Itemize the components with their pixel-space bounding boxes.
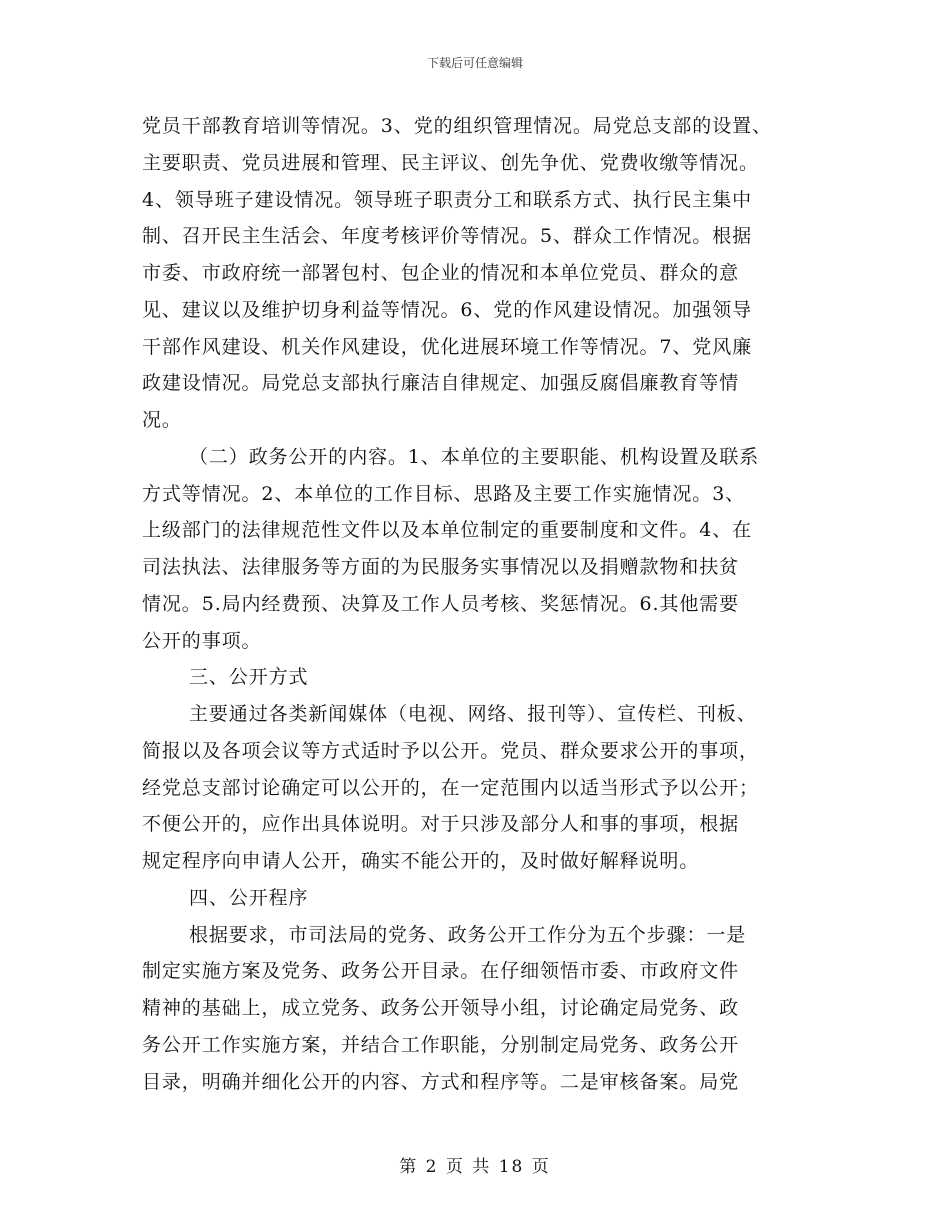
text-line: 上级部门的法律规范性文件以及本单位制定的重要制度和文件。4、在 <box>142 519 752 542</box>
text-line: 情况。5.局内经费预、决算及工作人员考核、奖惩情况。6.其他需要 <box>142 592 740 615</box>
text-line: 4、领导班子建设情况。领导班子职责分工和联系方式、执行民主集中 <box>142 188 752 211</box>
header-note: 下载后可任意编辑 <box>426 56 523 70</box>
text-line: 主要通过各类新闻媒体（电视、网络、报刊等）、宣传栏、刊板、 <box>189 703 757 725</box>
page-footer: 第 2 页 共 18 页 <box>399 1157 551 1177</box>
text-line: 不便公开的，应作出具体说明。对于只涉及部分人和事的事项，根据 <box>142 813 740 836</box>
text-line: 经党总支部讨论确定可以公开的，在一定范围内以适当形式予以公开； <box>142 776 759 799</box>
text-line: 司法执法、法律服务等方面的为民服务实事情况以及捐赠款物和扶贫 <box>142 556 740 578</box>
text-line: 见、建议以及维护切身利益等情况。6、党的作风建设情况。加强领导 <box>142 298 752 321</box>
text-line: 党员干部教育培训等情况。3、党的组织管理情况。局党总支部的设置、 <box>142 115 772 137</box>
text-line: 目录，明确并细化公开的内容、方式和程序等。二是审核备案。局党 <box>142 1070 740 1093</box>
text-line: 主要职责、党员进展和管理、民主评议、创先争优、党费收缴等情况。 <box>142 151 759 174</box>
text-line: 制、召开民主生活会、年度考核评价等情况。5、群众工作情况。根据 <box>142 225 752 248</box>
text-line: 简报以及各项会议等方式适时予以公开。党员、群众要求公开的事项， <box>142 739 759 762</box>
text-line: 况。 <box>142 409 182 431</box>
text-line: 市委、市政府统一部署包村、包企业的情况和本单位党员、群众的意 <box>142 262 740 284</box>
text-line: 根据要求，市司法局的党务、政务公开工作分为五个步骤：一是 <box>189 923 747 946</box>
text-line: 精神的基础上，成立党务、政务公开领导小组，讨论确定局党务、政 <box>142 997 740 1019</box>
text-line: 干部作风建设、机关作风建设，优化进展环境工作等情况。7、党风廉 <box>142 335 752 358</box>
text-line: 规定程序向申请人公开，确实不能公开的，及时做好解释说明。 <box>142 850 700 872</box>
text-line: 政建设情况。局党总支部执行廉洁自律规定、加强反腐倡廉教育等情 <box>142 372 740 395</box>
text-line: 三、公开方式 <box>189 666 309 689</box>
text-line: 制定实施方案及党务、政务公开目录。在仔细领悟市委、市政府文件 <box>142 960 740 983</box>
text-line: （二）政务公开的内容。1、本单位的主要职能、机构设置及联系 <box>189 445 760 468</box>
text-line: 公开的事项。 <box>142 629 262 652</box>
text-line: 四、公开程序 <box>189 886 309 909</box>
body-text <box>142 108 812 1100</box>
text-line: 方式等情况。2、本单位的工作目标、思路及主要工作实施情况。3、 <box>142 482 746 505</box>
text-line: 务公开工作实施方案，并结合工作职能，分别制定局党务、政务公开 <box>142 1033 740 1056</box>
